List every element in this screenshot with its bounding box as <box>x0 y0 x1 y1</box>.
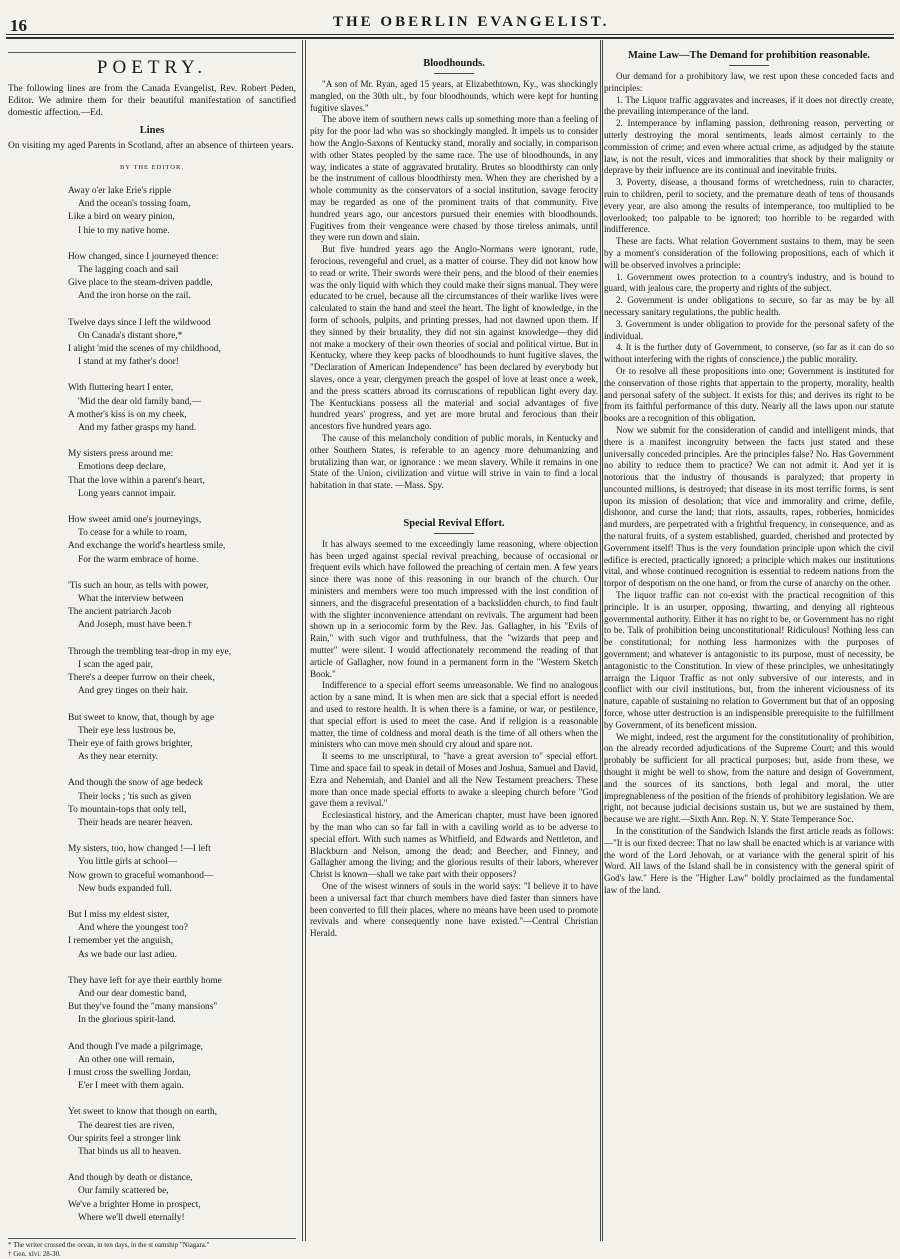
poem-line: Now grown to graceful womanhood— <box>68 870 214 881</box>
paragraph: The cause of this melancholy condition of public morals, in Kentucky and other Southern States, is referable to an agency more dehumanizing and brutalizing than war, or ignorance : we mean slavery. While it remains in one State of the Union, civilization and virtue will strive in vain to find a local habitation in that state. —Mass. Spy. <box>310 432 598 491</box>
header-rule <box>6 34 894 35</box>
poem-line: The lagging coach and sail <box>78 265 179 276</box>
poem-line: And exchange the world's heartless smile, <box>68 541 226 552</box>
paragraph: 3. Government is under obligation to provide for the personal safety of the individual. <box>604 318 894 341</box>
paragraph: One of the wisest winners of souls in the world says: "I believe it to have been a universal fact that church members have died faster than sinners have been converted to fill their places, where no means have been used to promote revivals and where consequently none have existed."—Central Christian Herald. <box>310 881 598 939</box>
poem-line: To mountain-tops that only tell, <box>68 804 187 815</box>
poem-line: Away o'er lake Erie's ripple <box>68 186 171 196</box>
poem-stanza <box>68 580 296 633</box>
poem-line: I must cross the swelling Jordan, <box>68 1067 191 1078</box>
header-rule-thick <box>6 37 894 39</box>
poem-line: For the warm embrace of home. <box>78 554 199 565</box>
poem-stanza <box>68 1106 296 1159</box>
poem-line: And my father grasps my hand. <box>78 423 197 434</box>
poem-line: And the ocean's tossing foam, <box>78 199 191 210</box>
poem-line: Through the trembling tear-drop in my eye, <box>68 646 232 657</box>
poem-line: How sweet amid one's journeyings, <box>68 515 202 526</box>
poem-line: Long years cannot impair. <box>78 488 176 499</box>
poem-line: That the love within a parent's heart, <box>68 475 205 486</box>
poem-line: How changed, since I journeyed thence: <box>68 251 219 262</box>
poem-stanza <box>68 777 296 830</box>
paragraph: The liquor traffic can not co-exist with the practical recognition of this principle. It is an usurper, opposing, thwarting, and denying all righteous governmental authority. Either it has no right to be, or Government has no right to be. Talk of prohibition being unconstitutional! Ridiculous! Nothing less can be constitutional; for nothing less harmonizes with the purposes of government; and whatever is antagonistic to its purpose, must of necessity, be antagonistic to the Constitution. In view of these principles, we unhesitatingly arraign the Liquor Traffic as not only subversive of our interests, and in conflict with our civil institutions, but, from the inherent viciousness of its nature, capable of sustaining no relation to Government but that of an opposing force, whose utter destruction is an indispensible prerequisite to the fulfillment by Government, of its beneficent mission. <box>604 590 894 730</box>
poem-line: Where we'll dwell eternally! <box>78 1212 185 1223</box>
paragraph: It seems to me unscriptural, to "have a great aversion to" special effort. Time and space fail to speak in detail of Moses and Joshua, Samuel and David, Ezra and Nehemiah, and Daniel and all the New Testament preachers. These more than once made special efforts to awake a sleeping church before "God gave them a revival." <box>310 751 598 809</box>
poem-line: Emotions deep declare, <box>78 462 166 473</box>
paragraph: Ecclesiastical history, and the American chapter, must have been ignored by the man who can so far fall in with a caviling world as to be adverse to special effort. With such names as Whitfield, and Edwards and Nettleton, and Blackburn and Nelson, among the dead; and Beecher, and Finney, and Gallagher among the living; and the glorious results of their labors, wherever Christ is known—shall we take part with their opposers? <box>310 810 598 880</box>
poem-body <box>8 185 296 1225</box>
poem-line: And Joseph, must have been.† <box>78 620 193 631</box>
column-rule <box>305 40 306 1241</box>
poem-line: Their eye of faith grows brighter, <box>68 738 193 749</box>
poem-line: There's a deeper furrow on their cheek, <box>68 673 215 684</box>
article-body-maine-law <box>604 71 894 897</box>
poem-line: A mother's kiss is on my cheek, <box>68 409 187 420</box>
poetry-column <box>8 42 296 1258</box>
poem-line: I alight 'mid the scenes of my childhood, <box>68 344 221 355</box>
title-rule <box>729 65 769 66</box>
poem-line: With fluttering heart I enter, <box>68 383 174 394</box>
poem-line: Give place to the steam-driven paddle, <box>68 278 213 289</box>
article-title-revival: Special Revival Effort. <box>403 517 505 529</box>
poem-line: In the glorious spirit-land. <box>78 1015 176 1026</box>
poem-title: Lines <box>139 125 165 136</box>
paragraph: We might, indeed, rest the argument for the constitutionality of prohibition, on the already recorded adjudications of the Supreme Court; and this would probably be sufficient for all practical purposes; but, aside from these, we thought it might be well to show, from the nature and design of Government, and the sources of its sanctions, both legal and moral, the utter impregnableness of the position of the friends of prohibitory legislation. We are right, not because judicial decisions sustain us, but we are sustained by them, because we are right.—Sixth Ann. Rep. N. Y. State Temperance Soc. <box>604 731 894 825</box>
poem-line: 'Mid the dear old family band,— <box>78 396 202 407</box>
paragraph: Our demand for a prohibitory law, we rest upon these conceded facts and principles: <box>604 71 894 93</box>
paragraph: It has always seemed to me exceedingly lame reasoning, where objection has been urged against special revival preaching, because of occasional or frequent evils which have followed the preaching of certain men. A few years since there was none of this reasoning in our branch of the church. Our ministers and members were too much impressed with the lost condition of sinners, and the disgraceful presentation of a backslidden church, to find fault with the slighter inconvenience attendant on revivals. The argument had been shown up in a seriocomic form by the Rev. Jas. Gallagher, in his "Evils of Rain," with such vigor and truthfulness, that the "wizards that peep and mutter" were silent. I would affectionately recommend the reading of that article of Gallagher, now found in a permanent form in the "Western Sketch Book." <box>310 538 598 679</box>
poem-line: And our dear domestic band, <box>78 988 187 999</box>
page-number: 16 <box>10 16 27 35</box>
poem-line: Our family scattered be, <box>78 1186 169 1197</box>
paragraph: 3. Poverty, disease, a thousand forms of wretchedness, ruin to character, ruin to children, peril to society, and the premature death of tens of thousands every year, are also among the results of intemperance, too multiplied to be overlooked; too palpable to be ignored; too horrible to be regarded with indifference. <box>604 177 894 235</box>
poem-stanza <box>68 712 296 765</box>
paragraph: These are facts. What relation Government sustains to them, may be seen by a moment's consideration of the following propositions, each of which it will be observed involves a principle: <box>604 236 894 270</box>
poem-line: I remember yet the anguish, <box>68 936 173 947</box>
poem-line: I stand at my father's door! <box>78 357 179 368</box>
poem-line: I hie to my native home. <box>78 225 170 236</box>
footnote: † Gen. xlvi. 28-30. <box>8 1250 61 1258</box>
poem-line: As we bade our last adieu. <box>78 949 177 960</box>
paragraph: 2. Intemperance by inflaming passion, dethroning reason, perverting or utterly destroying the moral sentiments, leads almost certainly to the commission of crime; and even where actual crime, as adjudged by the statute law, is not the result, vices and immoralities that shock by their malignity or deprave by their influence are its continual and inevitable fruits. <box>604 118 894 176</box>
poem-line: E'er I meet with them again. <box>78 1081 184 1092</box>
poem-line: Twelve days since I left the wildwood <box>68 317 211 328</box>
title-rule <box>434 533 474 534</box>
poem-stanza <box>68 185 296 238</box>
poem-line: You little girls at school— <box>78 857 178 868</box>
poem-line: As they near eternity. <box>78 752 159 763</box>
poem-line: And though by death or distance, <box>68 1173 193 1184</box>
paragraph: The above item of southern news calls up something more than a feeling of pity for the poor lad who was so shockingly mangled. It impels us to consider how the Anglo-Saxons of Kentucky stand, morally and socially, in comparison with other States peopled by the same race. The use of bloodhounds, in any way, indicates a state of aggravated brutality. Brutes so bloodthirsty can only be the instrument of callous bloodthirsty men. When they are cherished by a whole community as the conservators of a social institution, savage ferocity may be regarded as one of the prominent traits of that community. Five hundred years ago, our ancestors pursued their enemies with bloodhounds. Fugitives from their vengeance were chased by those tireless animals, until they were run down and slain. <box>310 114 598 243</box>
poem-line: Their heads are nearer heaven. <box>78 817 193 828</box>
paragraph: Indifference to a special effort seems unreasonable. We find no analogous action by a sane mind. It is when men are sick that a special effort is needed and used to restore health. It is when there is a famine, or war, or pestilence, that special effort is used to meet the case. And if religion is a reasonable matter, the time of coldness and moral death is the time of all others when the ministers who can move men should cry aloud and spare not. <box>310 680 598 750</box>
poem-line: And grey tinges on their hair. <box>78 686 188 697</box>
footnote: * The writer crossed the ocean, in ten days, in the st eamship "Niagara." <box>8 1241 210 1249</box>
masthead: THE OBERLIN EVANGELIST. <box>333 14 610 30</box>
poem-line: And where the youngest too? <box>78 923 188 934</box>
poem-byline: BY THE EDITOR. <box>120 164 184 171</box>
poetry-heading: POETRY. <box>8 52 296 79</box>
article-title-maine-law: Maine Law—The Demand for prohibition reasonable. <box>627 50 871 61</box>
poem-line: But they've found the "many mansions" <box>68 1002 218 1013</box>
poem-line: Their locks ; 'tis such as given <box>78 791 192 802</box>
poem-line: We've a brighter Home in prospect, <box>68 1199 201 1210</box>
right-column <box>604 42 894 1241</box>
footnotes <box>8 1238 296 1259</box>
poem-line: On Canada's distant shore,* <box>78 330 183 341</box>
poem-line: Their eye less lustrous be, <box>78 725 176 736</box>
middle-column <box>310 42 598 1241</box>
poem-stanza <box>68 514 296 567</box>
paragraph: 1. Government owes protection to a country's industry, and is bound to guard, with jealous care, the property and rights of the subject. <box>604 271 894 294</box>
poem-line: My sisters, too, how changed !—I left <box>68 844 211 855</box>
paragraph: But five hundred years ago the Anglo-Normans were ignorant, rude, ferocious, revengeful and cruel, as a matter of course. They did not know how to read or write. Their swords were their pens, and the blood of their enemies was the only liquid with which they could make their signs manual. They were educated to be cruel, because all the circumstances of their warlike lives were calculated to stain the hand and steel the heart. The light of knowledge, in the form of schools, pulpits, and printing presses, had not dawned upon them. If they sinned by their brutality, they did not sin against knowledge—they did not make a mockery of their own theories of social and political virtue. But in Kentucky, where they keep packs of bloodhounds to hunt fugitive slaves, the "Declaration of American Independence" has been declared by everybody but slaves, once a year, clergymen preach the gospel of love at least once a week, and the press scatters abroad its corruscations of republican light every day. The Kentuckians possess all the material and social advantages of five hundred years' progress, and yet are more brutal and ferocious than their ancestors five hundred years ago. <box>310 244 598 432</box>
poem-line: I scan the aged pair, <box>78 659 153 670</box>
paragraph: "A son of Mr. Ryan, aged 15 years, at Elizabethtown, Ky., was shockingly mangled, on the 30th ult., by four bloodhounds, which were kept for hunting fugitive slaves." <box>310 79 598 113</box>
poem-stanza <box>68 251 296 304</box>
paragraph: Or to resolve all these propositions into one; Government is instituted for the conservation of those rights that appertain to the property, morality, health and personal safety of the subject. It exists for this; and derives its right to be from its faithful performance of this duty. Nearly all the laws upon our statute books are a recognition of this obligation. <box>604 365 894 424</box>
poem-stanza <box>68 646 296 699</box>
poem-stanza <box>68 317 296 370</box>
poem-line: And though the snow of age bedeck <box>68 778 203 789</box>
poem-line: And the iron horse on the rail. <box>78 291 191 302</box>
paragraph: Now we submit for the consideration of candid and intelligent minds, that there is a manifest incongruity between the facts just stated and these universally conceded principles. Are the principles false? No. Has Government no ability to reduce them to practice? We can not admit it. And yet it is notorious that the industry of thousands is paralyzed; that property in uncounted millions, is destroyed; that disease in its most terrific forms, is sent upon its mission of desolation; that vice and immorality and crime, defile, dishonor, and curse the land; that riots, assaults, rapes, robberies, homicides and murders, are perpetrated with a frightful frequency, in consequence, and as the natural fruits, of a system established, guarded, cherished and protected by Government itself! Thus is the very foundation principle upon which the civil edifice is erected, practically ignored; a principle which makes our institutions vital, and whose continued recognition is essential to redeem nations from the torpor of despotism on the one hand, or from the curse of anarchy on the other. <box>604 424 894 589</box>
poem-stanza <box>68 382 296 435</box>
poem-stanza <box>68 448 296 501</box>
article-body-revival <box>310 539 598 940</box>
poem-subtitle: On visiting my aged Parents in Scotland, after an absence of thirteen years. <box>8 141 294 151</box>
poem-line: They have left for aye their earthly home <box>68 975 222 986</box>
poem-stanza <box>68 975 296 1028</box>
poem-line: But I miss my eldest sister, <box>68 909 170 920</box>
column-rule <box>602 40 603 1241</box>
poetry-intro: The following lines are from the Canada Evangelist, Rev. Robert Peden, Editor. We admire them for their beautiful manifestation of sanctified domestic affection.—Ed. <box>8 84 296 118</box>
poem-line: But sweet to know, that, though by age <box>68 712 214 723</box>
column-rule <box>600 40 601 1241</box>
poem-stanza <box>68 1041 296 1094</box>
poem-line: To cease for a while to roam, <box>78 528 187 539</box>
column-rule <box>302 40 303 1241</box>
poem-line: My sisters press around me: <box>68 449 174 460</box>
paragraph: 1. The Liquor traffic aggravates and increases, if it does not directly create, the prevailing intemperance of the land. <box>604 94 894 117</box>
paragraph: In the constitution of the Sandwich Islands the first article reads as follows:—"It is our fixed decree: That no law shall be enacted which is at variance with the word of the Lord Jehovah, or at variance with the general spirit of his Word. All laws of the Island shall be in consistency with the general spirit of God's law." Here is the "Higher Law" boldly proclaimed as the fundamental law of the land. <box>604 826 894 895</box>
title-rule <box>434 73 474 74</box>
poem-line: An other one will remain, <box>78 1054 175 1065</box>
poem-line: That binds us all to heaven. <box>78 1146 182 1157</box>
poem-line: Like a bird on weary pinion, <box>68 212 175 223</box>
paragraph: 2. Government is under obligations to secure, so far as may be by all necessary sanitary regulations, the public health. <box>604 295 894 317</box>
paragraph: 4. It is the further duty of Government, to conserve, (so far as it can do so without interfering with the rights of conscience,) the public morality. <box>604 342 894 365</box>
poem-stanza <box>68 843 296 896</box>
article-body-bloodhounds <box>310 79 598 492</box>
poem-stanza <box>68 1172 296 1225</box>
poem-line: Yet sweet to know that though on earth, <box>68 1107 218 1118</box>
poem-line: New buds expanded full. <box>78 883 172 894</box>
poem-line: The dearest ties are riven, <box>78 1120 175 1131</box>
poem-line: Our spirits feel a stronger link <box>68 1133 181 1144</box>
poem-line: 'Tis such an hour, as tells with power, <box>68 580 209 591</box>
poem-line: What the interview between <box>78 594 184 605</box>
poem-stanza <box>68 909 296 962</box>
poem-line: The ancient patriarch Jacob <box>68 607 172 618</box>
poem-line: And though I've made a pilgrimage, <box>68 1041 203 1052</box>
article-title-bloodhounds: Bloodhounds. <box>423 58 485 69</box>
